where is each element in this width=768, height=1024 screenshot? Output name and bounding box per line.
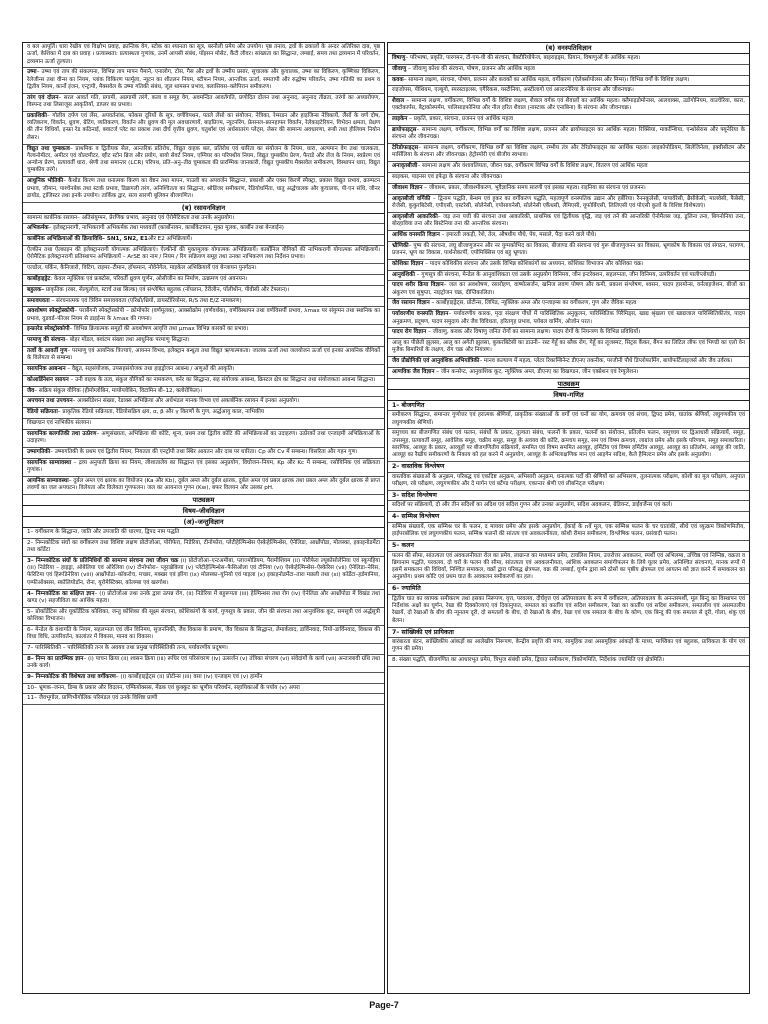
topic-lead: कार्बनिक अभिक्रियाओं की क्रियाविधि– SN1, SN2, E1 xyxy=(27,236,148,243)
topic-lead: अभिकर्मक xyxy=(27,225,49,232)
syllabus-paragraph xyxy=(23,275,384,286)
syllabus-paragraph xyxy=(388,213,749,231)
topic-lead: शैवाल xyxy=(392,98,405,105)
topic-lead: समावयवता xyxy=(27,297,50,304)
syllabus-paragraph xyxy=(388,184,749,195)
topic-text: 1– बीजगणित xyxy=(392,401,425,409)
syllabus-paragraph xyxy=(23,397,384,408)
syllabus-item xyxy=(23,644,384,655)
topic-text: (ब) रसायनविज्ञान xyxy=(181,203,226,212)
topic-text: साइकस, पाइनस एवं इफेड्रा के संरचना और जीवनचक्र। xyxy=(392,174,503,181)
topic-text: – उनी वाहक के तत्व, संकुल यौगिकों का नामकरण, वर्नर का सिद्धान्त, सह संयोजक आबन्ध, क्रिस्टल क्षेत्र का सिद्धान्त तथा संयोजकता आबन्ध सिद्धान्त। xyxy=(68,376,376,383)
syllabus-paragraph xyxy=(388,523,749,541)
topic-text: 5– कलन xyxy=(392,541,414,549)
topic-text: – प्राकृतिक रेडियो सक्रियता, रेडियोसक्रिय क्षय, α, β और γ किरणों के गुण, अर्द्धआयु काल, नाभिकीय xyxy=(57,409,265,416)
topic-text: – जीवाश्म, प्रकार, जीवाश्मीकरण, भूवैज्ञानिक समय सारणी एवं इसका महत्व। राइनिया का संरचना एवं प्रजनन। xyxy=(422,184,646,191)
topic-lead: इन्फ्रारेड स्पेक्ट्रोस्कोपी xyxy=(27,326,70,333)
syllabus-paragraph xyxy=(388,97,749,115)
syllabus-item xyxy=(23,684,384,695)
syllabus-paragraph xyxy=(23,336,384,347)
topic-text: – पादप कोशिकीय संरचना और उसके विभिन्न कोशिकांगों का अध्ययन, कोशिका विभाजन और कोशिका चक्र। xyxy=(423,260,644,267)
topic-text: – संरचनात्मक एवं त्रिविम समावयवता (एरिथ्रो/थ्रियो, डायस्टीरियोमर, R/S तथा E/Z नामकरण) xyxy=(49,297,242,304)
topic-text: – जीवाणु कोशा की संरचना, पोषण, प्रजनन और आर्थिक महत्व xyxy=(406,65,535,72)
topic-lead: पादप शरीर क्रिया विज्ञान xyxy=(392,282,444,289)
section-heading xyxy=(23,517,384,528)
topic-text: – सक्रिय संकुल यौगिक (हीमोग्लोबिन, मायोग्लोबिन, विटामिन बी–12, क्लोरोफिल)। xyxy=(34,387,203,394)
topic-text: – उष्मागतिकी के प्रथम एवं द्वितीय नियम, नियतता की एनट्रॉपी तथा स्थिर आयतन और दाब पर धारिता। Cp और Cv में सम्बन्ध। विसरिता और गहन गुण। xyxy=(50,448,358,455)
topic-text: 5– प्रोकॉर्डेटिस और यूकॉर्डेटिक कोशिका, जन्तु कोशिका की सूक्ष्म संरचना, कोशिकांगों के कार्य, गुणसूत्र के प्रकार, जीन की संरचना तथा आनुवंशिक कूट, समसूत्री एवं अर्द्धसूत्री कोशिका विभाजन। xyxy=(27,608,380,622)
topic-lead: पर्यावरणीय वनस्पति विज्ञान xyxy=(392,311,449,318)
topic-text: विखण्डन एवं नाभिकीय संलयन। xyxy=(27,420,92,427)
syllabus-paragraph xyxy=(23,246,384,264)
syllabus-paragraph xyxy=(388,281,749,299)
syllabus-item xyxy=(23,694,384,705)
topic-lead: अवशोषण स्पेक्ट्रोस्कोपी xyxy=(27,308,75,315)
syllabus-paragraph xyxy=(388,231,749,242)
topic-text: 4– सम्मिश्र विश्लेषण xyxy=(392,513,440,521)
topic-text: – सामान्य लक्षण और वंशावलियता, जीवन चक्र, वर्गीकरण विभिन्न वर्गों के विशिष्ट लक्षण, वितरण एवं आर्थिक महत्व xyxy=(417,163,648,170)
topic-lead: विद्युत तथा चुम्बकत्व xyxy=(27,145,70,152)
topic-text: – (i) पाचन क्रिया (ii) श्वसन क्रिया (iii) रूधिर एवं परिसंचरण (iv) उत्सर्जन (v) तंत्रिका संचरण (vi) संवेदांगों के कार्य (vii) अन्तःस्त्रावी ग्रंथि तथा उनके कार्य। xyxy=(27,655,380,669)
topic-text: – सामान्य लक्षण, वर्गीकरण, विभिन्न वर्गों का विशिष्ट लक्षण, प्रजनन और ब्रायोफाइट्स का आर्थिक महत्व। रिक्सिया, मार्कान्शिया, एन्थोसेरास और फ्यूनेरिया के संरचना और जीवनचक्र। xyxy=(392,127,745,141)
topic-text: 2– वास्तविक विश्लेषण xyxy=(392,463,445,471)
syllabus-paragraph xyxy=(388,411,749,429)
topic-text: सदिशों पर संक्रियायें, दो और तीन सदिशों का अदिश एवं सदिश गुणन और उनका अनुप्रयोग, सदिश अवकलन, ग्रेडियन्ट, डाईवर्जेन्स एवं कर्ल। xyxy=(392,502,673,509)
syllabus-paragraph xyxy=(23,264,384,275)
syllabus-paragraph xyxy=(388,195,749,213)
topic-text: द्वितीय घात का व्यापक समीकरण तथा इसका निरूपण, वृत्त, परवलय, दीर्घवृत्त एवं अतिपरवलय के रूप में वर्गीकरण, अतिपरवलय के अनन्तस्पर्शी, मूल बिन्दु का विस्थापन एवं निर्देशांक अक्षों का घूर्णन, रेखा की दिक्कोज्याएं एवं दिकानुपात, समतल का कार्तीय एवं सदिश समीकरण, रेखा का कार्तीय एवं सदिश समीकरण, समतलीय एवं असमतलीय रेखायें, दो रेखाओं के बीच की न्यूनतम दूरी, दो समतलों के बीच, दो रेखाओं के बीच, रेखा एवं एक समतल के बीच के कोण, एक बिन्दु की एक समतल से दूरी, गोला, शंकु एवं बेलन। xyxy=(392,595,745,624)
syllabus-paragraph xyxy=(23,177,384,202)
topic-lead: रसायनिक आबन्धन xyxy=(27,366,66,373)
topic-lead: आणविक जैव विज्ञान xyxy=(392,369,435,375)
topic-lead: आनुवंशिकी xyxy=(392,271,415,278)
topic-text: 7– सांख्यिकी एवं प्रायिकता xyxy=(392,628,454,636)
syllabus-paragraph xyxy=(23,408,384,419)
syllabus-item xyxy=(23,673,384,684)
topic-lead: अपचयन तथा उपचयन xyxy=(27,398,73,405)
topic-lead: परमाणु की संरचना xyxy=(27,337,66,344)
syllabus-paragraph xyxy=(388,115,749,126)
topic-text: – जल का अवशोषण, रसारोहण, वाष्पोत्सर्जन, खनिज लवण पोषण और कमी, प्रकाश संश्लेषण, श्वसन, पादप हारमोन्स, वर्नलाइजेशन, बीजों का अंकुरण एवं सुषुप्ता, नाइट्रोजन चक्र, दीप्तिकालिता। xyxy=(392,282,745,296)
syllabus-paragraph xyxy=(388,339,749,357)
topic-text: – पराबैंगनी स्पेक्ट्रोस्कोपी – क्रोमोफोर (वर्णमूलक), आक्सोक्रोम (वर्णवर्धक), वर्णविस्थापन तथा वर्णविसर्पी प्रभाव, λmax पर संयुग्मन तथा स्थानिक का प्रभाव, वुडवर्ड–फीजर नियम से डाइईन्स के λmax की गणना। xyxy=(27,308,381,322)
topic-lead: आधुनिक भौतिकी xyxy=(27,178,64,185)
topic-lead: उष्मा xyxy=(27,69,37,76)
subsection-heading xyxy=(388,584,749,595)
topic-text: और E2 अभिक्रियायें। xyxy=(147,236,193,243)
topic-lead: कवक xyxy=(392,76,404,83)
syllabus-paragraph xyxy=(388,429,749,462)
topic-text: – वैद्युत, सहसंयोजक, उपसहसंयोजक तथा हाइड्रोजन आबन्ध / अणुओं की आकृति। xyxy=(65,366,235,373)
syllabus-paragraph xyxy=(23,347,384,365)
syllabus-paragraph xyxy=(388,638,749,656)
syllabus-paragraph xyxy=(23,145,384,178)
syllabus-item xyxy=(23,626,384,644)
topic-text: – जड़ तना पत्ती की संरचना तथा आकारिकी, प्राथमिक एवं द्वितीयक वृद्धि, जड़ एवं तने की आन्तरिकी ऐनोमैलस जड़, डूलिना तना, बिगनोनिया तना, बोरहाविया तना और बिस्टेनिया तना की आन्तरिक संरचना। xyxy=(392,213,745,228)
topic-text: – पुष्प की संरचना, लघु बीजाणुजनन और नर युग्मकोभिद का विकास, बीजाण्ड की संरचना एवं गुरू बीजाणुजनन का विकास, भ्रूणकोष के विकास एवं संगठन, परागण, प्रजनन, भ्रूण का विकास, पार्थनोकार्पी, एपोमिक्सिस एवं बहु भ्रूणता। xyxy=(392,242,745,256)
topic-text: समीकरण सिद्धान्त, समान्तर गुणोत्तर एवं हरात्मक श्रेणियाँ, प्राकृतिक संख्याओं के वर्गों एवं घनों का योग, क्रमचय एवं संचय, द्विपद प्रमेय, घातांक श्रेणियाँ, लघुगणकीय एवं लघुगणकीय श्रेणियाँ। xyxy=(392,412,745,426)
syllabus-paragraph xyxy=(388,271,749,282)
syllabus-paragraph xyxy=(23,387,384,398)
topic-text: पाठ्यक्रम xyxy=(192,495,215,504)
topic-lead: रेडियो सक्रियता xyxy=(27,409,58,416)
topic-lead: 4– निम्नकोटिक का संक्षिप्त ज्ञान xyxy=(27,590,95,597)
syllabus-paragraph xyxy=(388,473,749,491)
syllabus-paragraph xyxy=(23,235,384,246)
topic-lead: 3– निम्नकोटिक संघों के प्रतिनिधियों की सामान्य संरचना तथा जीवन चक्र xyxy=(27,557,179,564)
topic-lead: जैव रसायन विज्ञान xyxy=(392,300,430,307)
topic-text: – गोलीय दर्पण एवं लेंस, अपवर्तनांक, फोकस दूरियों के सूत्र, वर्णविपथन, पतले लेंसो का संयोजन, नेत्रिका, रेम्सडन और हाइजिन्स नेत्रिकायें, लैंसों के वर्ण दोष, व्यतिकरण, विवर्तन, ध्रुवण, ग्रेटिंग, व्यतिकरण, विवर्तन और ध्रुवण की मूल अवधारणायें, बाइप्रिज्म, न्यूटनरिंग, फ्रेसनल–फ्रानहाफर विवर्तन, रेलेकाइटेरियन, विभेदन क्षमता, प्रेक्षण की तीन विधियाँ, इन्फ्रा रेड कठिनाई, क्वाटर्ज प्लेट का प्रकाश तथा दीर्घ वृत्तीय ध्रुवण, चतुर्थांश एवं अर्धसातरंग प्लेट्स, लेसर की सामान्य अवधारणा, रूबी तथा हीलियम नियोन लेसर। xyxy=(27,112,380,141)
topic-text: (अ)–जन्तुविज्ञान xyxy=(183,517,224,526)
syllabus-paragraph xyxy=(388,242,749,260)
syllabus-paragraph xyxy=(23,419,384,430)
syllabus-paragraph xyxy=(23,112,384,145)
syllabus-paragraph xyxy=(388,76,749,87)
topic-text: – अणुसंख्यता, अभिक्रिया की कोटि, शून्य, प्रथम तथा द्वितीय कोटि की अभिक्रियाओं का उदाहरण। उत्प्रेरकों तथा एन्जाइमी अभिक्रियाओं के उदाहरण। xyxy=(27,430,380,445)
subsection-heading xyxy=(388,462,749,473)
section-heading xyxy=(23,203,384,214)
left-column xyxy=(22,42,385,994)
document-page xyxy=(22,42,750,994)
topic-lead: टेरिडोफाइट्स xyxy=(392,145,419,152)
topic-text: वास्तविक संख्याओं के अनुक्रम, परिबद्ध एवं एकदिष्ट अनुक्रम, अभिसारी अनुक्रम, धनात्मक पदों की श्रेणियों का अभिसरण, तुलनात्मक परीक्षण, कोशी का मूल परीक्षण, अनुपात परीक्षण, रबे परीक्षण, लघुगणकीय और दे मार्गन एवं बर्टेण्ड परीक्षण, एकान्तर श्रेणी एवं लीबनिट्ज परीक्षण। xyxy=(392,473,745,488)
topic-text: – सामान्य लक्षण, वर्गीकरण, विभिन्न वर्गों का विशिष्ट लक्षण, रम्भीय तंत्र और टेरिडोफाइट्स का आर्थिक महत्व। लाइकोपोडियम, सिलेजिनेला, इक्वीसीटम और मार्सिलिया के संरचना और जीवनचक्र। हेट्रोस्पोरी एवं बीजीय स्वभाव। xyxy=(392,145,745,159)
topic-lead: विषाणु xyxy=(392,55,406,61)
section-heading xyxy=(388,43,749,54)
topic-text: प्राकृतिक (रबर, सेल्युलोज, स्टार्च तथा सिल्क) एवं संश्लेषित बहुलक (नॉयलान, टेरीलीन, पॉलीथीन, पीवीसी और टेफ्लान)। xyxy=(44,286,290,293)
topic-text: – सामान्य लक्षण, संरचना, पोषण, प्रजनन और कवकों का आर्थिक महत्व, वर्गीकरण (ऐलेक्सोपोलस और मिम्स)। विभिन्न वर्गों के विशिष्ट लक्षण। xyxy=(403,76,690,83)
topic-text: – जीन कन्सेप्ट, आनुवांशिक कूट, न्यूक्लिक अम्ल, डीएनए का विखण्डन, जीन एक्प्रेशन एवं रेग्युलेशन। xyxy=(434,369,639,375)
subsection-heading xyxy=(388,512,749,523)
syllabus-paragraph xyxy=(388,310,749,328)
syllabus-paragraph xyxy=(388,552,749,585)
topic-lead: आर्थिक वनस्पति विज्ञान xyxy=(392,231,440,238)
topic-text: – विभिन्न क्रियात्मक समूहों की अवशोषण आवृत्ति तथा μmax विभिन्न कारकों का प्रभाव। xyxy=(69,326,249,333)
syllabus-paragraph xyxy=(23,430,384,448)
topic-lead: जीवाणु xyxy=(392,65,407,72)
syllabus-paragraph xyxy=(23,43,384,68)
topic-lead: तरंग एवं दोलन xyxy=(27,94,59,101)
topic-lead: रसायनिक साम्यावस्था xyxy=(27,459,72,466)
topic-lead: आयनिक साम्यावस्था xyxy=(27,477,69,484)
syllabus-paragraph xyxy=(388,162,749,173)
topic-text: (i) प्रोटोजोआ–एन्टअमीबा, प्लाज्मोडियम, पैरामीशियम (ii) पोरीफेरा ल्यूकोसोलेनिया एवं स्कूपहिया (iii) निडेरिया – हाइड्रा, ओबेलिया एवं ओरेलिया (iv) टीनोफोरा– प्लूराब्रेकिया (v) प्लेटीहेल्मिन्थेस–फैसिओला एवं टीनिया (vi) ऐस्केहेल्मिन्थेस–ऐस्केरिस (vii) ऐनेलिडा–नेरिस, फेरिटिमा एवं हिरूडिनेरिया (viii) आर्थ्रोपोडा–कॉकरोच, मच्छर, मक्खर एवं झींगा (ix) मोलस्का–यूनियो एवं पाइला (x) इकाइनोडर्मेटा–तारा मछली तथा (xi) कॉर्डेटा–हर्डमानिया, एम्फीऑक्सस, स्कोलियोडॉन, रोना, यूरोमेस्टिक्स, कोलम्बा एवं खरगोश। xyxy=(27,557,380,586)
topic-text: 8. संख्या पद्धति, बीजगणित का आधारभूत प्रमेय, त्रिभुज संबंधी प्रमेय, द्विघात समीकरण, त्रिकोणमिति, निर्देशांक ज्यामिति एवं क्षेत्रमिति। xyxy=(392,657,664,664)
syllabus-item xyxy=(23,608,384,626)
syllabus-paragraph xyxy=(23,448,384,459)
topic-text: – पर्यावरणीय कारक, मृदा संरक्षण पौधों में पारिस्थितिक अनुकूलन, पारिस्थितिक पिरैमिड्स, खाद्य श्रृंखला एवं खाद्यजाल पारिस्थितिकीतंत्र, पादप अनुक्रमण, प्रदूषण, पादप समुदाय और जैव विविधता, हरितगृह प्रभाव, ग्लोबल वार्मिंग, ओजोन परत। xyxy=(392,311,745,325)
syllabus-item xyxy=(23,590,384,608)
syllabus-paragraph xyxy=(23,325,384,336)
topic-text: – परमाणु एवं आयनिक त्रिज्याएं, आयनन विभव, इलेक्ट्रान बन्धुता तथा विद्युत ऋणात्मकता। जालक ऊर्जा तथा जलयोजन ऊर्जा एवं इनका आयनिक यौगिकों के विलेयता से सम्बन्ध। xyxy=(27,348,380,362)
syllabus-paragraph xyxy=(23,297,384,308)
syllabus-paragraph xyxy=(388,656,749,667)
topic-text: समुच्चय का बीजगणित संबंध एवं फलन, संबंधों के प्रकार, तुल्यता संबंध, फलनों के प्रकार, फलनों का संयोजन, प्रतिलोम फलन, समुच्चय पर द्विआधारी संक्रियायें, समूह, उपसमूह, प्रत्यावर्ती समूह, आवेलिक समूह, चक्रीय समूह, समूह के अवयव की कोटि, क्रमचय समूह, सम एवं विषम क्रमचय, लाग्रांज प्रमेय और इसके परिणाम, समूह समाकारिता। सारणिक, आव्यूह के प्रकार, आव्यूहों पर बीजगणितीय संक्रियायें, सममित एवं विषम सममित आव्यूह, हर्मिटीय एवं विषम हर्मिटीय आव्यूह, आव्यूह का प्रतिलोम, आव्यूह की जाति, आव्यूह का रैखीय समीकरणों के निकाय को हल करने में अनुप्रयोग, आव्यूह के अभिलाक्षणिक मान एवं आइगेन सदिश, कैले हैमिल्टन प्रमेय और इसके अनुप्रयोग। xyxy=(392,430,745,459)
topic-text: – प्रकृति, प्रकार, संरचना, प्रजनन एवं आर्थिक महत्व xyxy=(407,116,513,123)
topic-text: (ब) वनस्पतिविज्ञान xyxy=(545,44,592,52)
topic-text: विषय–गणित xyxy=(553,390,584,399)
topic-lead: ब्रायोफाइट्स xyxy=(392,127,417,134)
topic-text: 2– निम्नकोटिक संघों का वर्गीकरण तथा विशिष्ट लक्षण प्रोटोजोआ, पोरीफेरा, निडेरिया, टीनोफोरा, प्लेटीहेल्मिन्थेस ऐस्केहेल्मिन्थेस, ऐनेलिडा, आर्थ्रोपोडा, मोलस्का, इकाइनोडर्मेटा तथा कॉर्डेटा xyxy=(27,539,380,554)
topic-text: – कार्बोहाइड्रेट्स, प्रोटीन्स, लिपिड, न्यूक्लिक अम्ल और एन्जाइम्स का वर्गीकरण, गुण और जैविक महत्व xyxy=(429,300,637,307)
topic-lead: रसायनिक बलगतिकी तथा उत्प्रेरण xyxy=(27,430,97,437)
topic-text: व बल आपूर्ति। धारा रेखीय एवं विक्षोभ प्रवाह, क्रान्तिक वेग, स्टोक का श्यानता का सूत्र, बरनौली प्रमेय और उपयोग। पृष्ठ तनाव, द्रवों के ढकालों के अन्दर अतिरिक्त दाब, पृष्ठ ऊर्जा, केशिका में दाब का प्रवाह । प्रत्यास्थता: प्रत्यास्थता गुणांक, उनमें आपसी संबंध, पॉइसन मोसेट, कैंटी लीवर। सांख्यता का सिद्धान्त, लम्बाई, समय तथा द्रव्यमान में परिवर्तन, द्रव्यमान ऊर्जा तुल्यता। xyxy=(27,44,380,65)
topic-text: – इमारती लकड़ी, रेशे, तेल, औषधीय पौधे, पेय, मसाले, पैदा करने वाले पौधे। xyxy=(439,231,597,238)
syllabus-item xyxy=(23,528,384,539)
syllabus-paragraph xyxy=(388,368,749,379)
topic-text: – जीवाणु, कवक और विषाणु जनित रोगों का सामान्य लक्षण। पादप रोगों के नियन्त्रण के विभिन्न प्रविधियाँ। xyxy=(426,329,641,336)
topic-text: : केवल न्यूक्लिक एवं फ्रक्टोस, परिवर्ती ध्रुवण घूर्णन, ओसीजीन का निर्माण, उत्क्रमण एवं अवनयन। xyxy=(50,275,248,282)
topic-text: सम्मिश्र संख्यायें, एक सम्मिश्र चर के फलन, द मायवर प्रमेय और इसके अनुप्रयोग, ईकाई के nवें मूल, एक सम्मिश्र फलन के चर घातांकी, सीधे एवं व्युत्क्रम त्रिकोणमितीय, हाईपरबोलिक एवं लघुगणकीय फलन, सम्मिश्र फलनों की सांतत्य एवं अवकलनीयता, कोशी रीमान समीकरण, विश्लेषिक फलन, प्रसंवादी फलन। xyxy=(392,523,745,538)
syllabus-paragraph xyxy=(23,286,384,297)
topic-text: – प्राथमिक व द्वितीयक सेल, आन्तरिक प्रतिरोध, विद्युत वाहक बल, प्रतिरोध एवं धारिता का संयोजन के नियम, धारा, अल्पमान वेग तथा चालकता, गैल्वनोमीटर, अमीटर एवं वोल्टमीटर, व्हीट स्टोन ब्रिज और प्रयोग, बायो सेवर्ट नियम, एम्पियर का परिपथीय नियम, विद्युत चुम्बकीय प्रेरण, फैराडे और लेंज के नियम, स्वप्रेरण एवं अन्योन्य प्रेरण, प्रत्यावर्ती धारा, श्रेणी तथा समान्तर (LCR) परिपथ, प्रति–अनु–तीव्र चुम्बकत्व की प्रारम्भिक जानकारी, विद्युत चुम्बकीय मैक्सवेल समीकरण, विस्थापन धारा, विद्युत चुम्बकीय तरंगे। xyxy=(27,145,380,174)
syllabus-paragraph xyxy=(23,68,384,93)
topic-text: 6– मेन्डेल के वंशागति के नियम, सहलग्नता एवं जीन विनिमय, सुजननिकी, जैव विकास के प्रमाण, जैव विकास के सिद्धान्त, लेमार्कवाद, डार्विनवाद, नियो–डार्विनवाद, विकास की विधा विधि, उत्परिवर्तन, कालांतर में विकास, मानव का विकास। xyxy=(27,626,380,641)
subsection-heading xyxy=(388,491,749,502)
topic-text: आलू का पीछेती झुलसा, आलू का अगेती झुलसा, कुकरबिटेसी का डाउनी– रस्ट गेहूँ का ब्लैक रोग, गेहूँ का लूजस्मट, सिट्रस कैंकर, बैंगन का लिटिल लीफ एवं भिण्डी का एलो वेन मुजैक बिमारियों के लक्षण, रोग चक्र और नियंत्रण। xyxy=(392,340,745,354)
topic-lead: लाइकेन xyxy=(392,116,408,123)
right-column xyxy=(387,42,750,994)
syllabus-paragraph xyxy=(23,365,384,376)
topic-text: – मानव कल्याण में महत्व, प्लेटर रिकाम्बिनेन्ट डीएनए तकनीक, परजीनी पौधे डिप्लोफार्मिग, बायोफर्टिलाइजर्स और जैव उर्वरक। xyxy=(479,358,733,365)
topic-text: ऐल्कीन तथा ऐल्काइन की इलेक्ट्रानरागी योगात्मक अभिक्रियाएं। ऐल्कीनों की मुक्तमूलक योगात्मक अभिक्रियायें। कार्बोनिल यौगिकों की नाभिकरागी योगात्मक अभिक्रियायें। ऐरोमैटिक इलेक्ट्रानरागी प्रतिस्थापन अभिक्रियायें – ArSE का नाम / नियम / रिंग सक्रियण समूह तथा उनका नाभिकरण तथा निर्देशन प्रभाव। xyxy=(27,247,380,261)
syllabus-paragraph xyxy=(388,260,749,271)
syllabus-paragraph xyxy=(23,214,384,225)
topic-text: – उष्मा एवं ताप की संकल्पना, विभिन्न ताप मापन पैमाने, एनालोग, टोस, गैस और द्रवों के उष्मीय प्रसार, सुचालक और कुचालक, उष्मा का विकिरण, कृष्णिका विकिरण, रेलेजीन्स तथा वीन्स का नियम, प्लांक विकिरण फार्मूला, न्यूटन का शीतलन नियम, स्टीफन नियम, आन्तरिक ऊर्जा, समतापी और रुद्धोष्म परिवर्तन, उष्मा गतिकी का प्रथम व द्वितीय नियम, कार्नो इंजन, एन्ट्रापी, मैक्सवेल के उष्मा गतिकी संबंध, जूल थामसन प्रभाव, क्लासियस–क्लेपिरान समीकरण। xyxy=(27,69,380,90)
syllabus-paragraph xyxy=(388,86,749,97)
topic-lead: कोशिका विज्ञान xyxy=(392,260,424,267)
section-heading xyxy=(388,379,749,390)
topic-lead: जैव प्रौद्योगिकी एवं आनुवंशिक अभियांत्रिकी xyxy=(392,358,480,365)
topic-text: एल्डोल, पर्किन, कैनिजारो, विटिग, राइमर–टीमान, हॉफमान, नोवेनेगेल, माइकेल अभिक्रियायें एवं बेन्जायन पुनर्गठन। xyxy=(27,265,257,272)
topic-lead: पादप रोग विज्ञान xyxy=(392,329,427,336)
topic-text: विषय–जीवविज्ञान xyxy=(182,506,225,515)
topic-text: फलन की सीमा, सांतत्यता एवं अवकलनीयता रोल का प्रमेय, लाग्रान्ज का मध्यमान प्रमेय, टायलिश नियम, उत्तरोत्तर अवकलन, स्पर्शी एवं अभिलम्ब, उच्चिष्ठ एवं निम्निष्ठ, वक्रता व ब्रिगानाम पद्धति, परवलय, दो चरों के फलन की सीमा, सांतत्यता एवं अवकलनीयता, आंशिक अवकलन समांगीफलन के लिये यूलर प्रमेय, अनिश्चित संरचनाएं, मानक रूपों में इसमें समकलन की विधियाँ, निश्चित समाकल, वक्रों द्वारा परिबद्ध क्षेत्रफल, वक्र की लम्बाई, घूर्णन द्वारा बने ठोसों का पृष्ठीय क्षेत्रफल एवं आयतन को ज्ञात करने में समाकलन का अनुप्रयोग। प्रथम कोटि एवं प्रथम घात के अवकलन समीकरणों का हल। xyxy=(392,552,745,581)
syllabus-paragraph xyxy=(23,459,384,477)
syllabus-paragraph xyxy=(388,299,749,310)
topic-lead: भ्रौणिकी xyxy=(392,242,409,249)
topic-lead: जैव xyxy=(27,387,35,394)
topic-text: – (i) कार्बोहाइड्रेट्स (ii) प्रोटीन्स (iii) वसा (iv) एन्जाइम एवं (v) हार्मोन xyxy=(115,673,263,680)
topic-text: पाठ्यक्रम xyxy=(557,379,580,388)
topic-lead: 8– निम्न का प्रारम्भिक ज्ञान xyxy=(27,655,84,662)
syllabus-item xyxy=(23,539,384,557)
topic-lead: 9– निम्नकोटिक की विशेषता तथा वर्गीकरण xyxy=(27,673,116,680)
topic-text: राइजोपस, पीथियम, एल्बूगो, स्परस्टाइलस, एगैरिकस, यस्टीनिया, अस्टीलागो एवं आल्टरनेरिया के संरचना और जीवनचक्र। xyxy=(392,87,634,94)
syllabus-paragraph xyxy=(388,126,749,144)
syllabus-paragraph xyxy=(388,54,749,65)
topic-text: 6– ज्यामिति xyxy=(392,585,421,593)
syllabus-paragraph xyxy=(388,65,749,76)
section-heading xyxy=(23,495,384,506)
subsection-heading xyxy=(388,541,749,552)
topic-text: 7– पारिस्थितिकी – पारिस्थितिकी तन्त्र के अवयव तथा प्रमुख पारिस्थितिकी तन्त्र, पर्यावरणीय प्रदूषण। xyxy=(27,644,228,651)
topic-text: – बोहर मॉडल, क्वांटम संख्या तथा आधुनिक परमाणु सिद्धान्त। xyxy=(65,337,190,344)
topic-lead: आवृतबीजी आकारिकी xyxy=(392,213,438,220)
topic-text: 11– जैवभूगोल, प्राणिभौगोलिक परिमंडल एवं उनके विशिष्ट प्राणी xyxy=(27,695,158,702)
topic-text: – कैथोड किरण तथा धनात्मक किरण का वेष्टन तथा मापन, पाउली का अपवर्जन सिद्धान्त, प्रकाशी और एक्स किरणें स्पैक्ट्रा, प्रकाश विद्युत प्रभाव, क्राम्पटन प्रभाव, जीमान, पाश्चेनबेक तथा स्टार्क प्रभाव, डिब्रागली तरंग, अनिश्चितता का सिद्धान्त, श्रोडिंजर समीकरण, रेडियोधर्मिता, धातु अर्द्धचालक और कुचालक, पी-एन संधि, जीनर डायोड, ट्रांजिस्टर तथा इनके उपयोग। तार्किक द्वार, सत्य सारणी बूलियन बीजगणित। xyxy=(27,178,380,199)
topic-text: – सरल आवर्त गति, प्रगामी, अप्रगामी तरंगे, कला व समूह वेग, अवमन्दित आवर्तगति, प्रणोदित दोलन तथा अनुनाद, अनुनाद तीव्रता, तरंगो का अध्यारोपण, विस्पन्द तथा लिसाजूस आकृतियाँ, डाप्लर का प्रभाव। xyxy=(27,94,380,109)
syllabus-paragraph xyxy=(388,328,749,339)
topic-lead: जीवाश्म विज्ञान xyxy=(392,184,423,191)
topic-lead: अनावृतबीजी xyxy=(392,163,418,170)
topic-text: – इलेक्ट्रानरागी, नाभिकरागी अभिकर्मक तथा मध्यवर्ती (कार्बोनायन, कार्बोकेटायन, मुक्त मूलक, कार्बीन तथा बेन्जाईन) xyxy=(48,225,284,232)
topic-text: 3– सदिश विश्लेषण xyxy=(392,491,437,499)
topic-text: – आक्सीडेशन संख्या, रेडाक्स अभिक्रिया और अर्धभंडल मानक विभव एवं अकार्बनिक रसायन में इनका अनुप्रयोग। xyxy=(72,398,300,405)
syllabus-item xyxy=(23,655,384,673)
syllabus-paragraph xyxy=(388,144,749,162)
topic-lead: बहुलक– xyxy=(27,286,45,293)
topic-text: – दुर्बल अम्ल एवं क्षारक का वियोजन (Ka और Kb), दुर्बल अम्ल और दुर्बल क्षारक, दुर्बल अम्ल एवं प्रबल क्षारक तथा प्रबल अम्ल और दुर्बल क्षारक से प्राप्त लवणों का जल अपघटन। विलेयता और विलेयता गुणफलन। जल का आयनाज गुणन (Kw), बफर विलयन और उसका pH. xyxy=(27,477,380,492)
topic-lead: कोआर्डिनेशन रसायन xyxy=(27,376,69,383)
syllabus-paragraph xyxy=(23,376,384,387)
topic-text: – सामान्य लक्षण, वर्गीकरण, विभिन्न वर्गों के विशिष्ट लक्षण, शैवाल वर्गक एवं शैवालों का आर्थिक महत्व। क्लैमाइडोमोनास, आलवाक्स, उडोगोनियम, वाउचेरिया, कारा, एक्टोकार्पस, बैट्राकोस्पर्मम, पालिसाइफोनिया और नील हरित शैवाल (नास्टाक और एनाबिना) के संरचना और जीवनचक्र। xyxy=(392,98,745,112)
subsection-heading xyxy=(388,401,749,412)
topic-lead: आवृतबीजी वर्गिकी xyxy=(392,195,431,202)
syllabus-paragraph xyxy=(388,173,749,184)
topic-text: – (i) प्रोटोजोआ तथा उनके द्वारा उत्पन्न रोग, (ii) निडेरिया में बहुरूपता (iii) हेल्मिन्थस तथा रोग (iv) ऐनेलिडा और आर्थ्रोपोडा में विखंड तथा खण्ड (v) सहजीविता का आर्थिक महत्व। xyxy=(27,590,380,604)
page-number: Page-7 xyxy=(369,1000,399,1010)
topic-lead: तत्वों के आवर्ती गुण xyxy=(27,348,68,354)
syllabus-paragraph xyxy=(23,224,384,235)
topic-text: 10– भ्रूणक–जनन, डिम्ब के प्रकार और विदलन, एम्फियोक्सस, मेंढक एवं कुक्कुट का भ्रूणीय परिवर्धन, सहायिकाओं के पर्याय (v) अपरा xyxy=(27,684,300,691)
syllabus-paragraph xyxy=(23,94,384,112)
topic-text: – द्रव्य अनुपाती क्रिया का नियम, लीशातालेय का सिद्धान्त एवं इसका अनुप्रयोग, विघोजन–नियम, Kp और Kc में सम्बन्ध, रसोयिनिक एवं सक्रियता गुणांक। xyxy=(27,459,380,474)
topic-text: सामान्य कार्बनिक रसायन– अतिसंयुग्मन, प्रेरणिक प्रभाव, अनुनाद एवं ऐरोमैटिकता तथा उनके अनुप्रयोग। xyxy=(27,214,235,221)
subsection-heading xyxy=(388,628,749,639)
topic-lead: उष्मागतिकी xyxy=(27,448,51,455)
topic-text: 1– वर्गीकरण के सिद्धान्त, जाति और उपजाति की धारणा, द्विपद नाम पद्धति xyxy=(27,528,180,535)
topic-text: – गुणसूत्र की संरचना, मेन्डेल के आनुवांशिकता एवं उसके अनुप्रयोग विनिमय, जीन इन्टरेक्शन, सहलग्नता, जीन विनिमय, उत्परिवर्तन एवं पालीप्लोयडी। xyxy=(414,271,717,278)
section-heading xyxy=(23,506,384,517)
syllabus-item xyxy=(23,557,384,590)
topic-text: – द्विनाम पद्धति, बेन्थम एवं हूकर का वर्गीकरण पद्धति, महत्वपूर्ण वनस्पतिक उद्यान और हर्बेरिया। रैननकुलेसी, पापावेरेसी, ब्रैसीकेसी, मालवेसी, फैबेसी, रोजेसी, कुकुरबिटेसी, एपीएसी, एस्टरेसी, सोलेनेसी, एपोसायनेसी, सोलेनेसी एकैंथसी, लैमिएसी, यूफोर्बिएसी, लिलिएसी एवं पोएसी कुलों के विशिष्ट विशेषताएं। xyxy=(392,195,745,209)
syllabus-paragraph xyxy=(23,477,384,495)
syllabus-paragraph xyxy=(388,595,749,628)
syllabus-paragraph xyxy=(388,357,749,368)
topic-text: बारंबारता बंटन, सांख्यिकीय आंकड़ों का आलेखीय निरूपण, केन्द्रीय प्रवृत्ति की माप, सामूहिक तथा असामूहिक आंकड़ों के माध्य, माध्यिका एवं बहुलक, प्रायिकता के योग एवं गुणन की प्रमेय। xyxy=(392,639,745,653)
syllabus-paragraph xyxy=(23,307,384,325)
topic-lead: प्रकाशिकी xyxy=(27,112,47,119)
topic-lead: कार्बोहाइड्रेट xyxy=(27,275,51,282)
syllabus-paragraph xyxy=(388,501,749,512)
topic-text: – परिभाषा, प्रकृति, पारगमन, टी-एम-वी की संरचना, बैक्टीरियोफेज, बाइराइड्स, प्रियान, विषाणुओं के आर्थिक महत्व। xyxy=(405,55,641,61)
section-heading xyxy=(388,390,749,401)
